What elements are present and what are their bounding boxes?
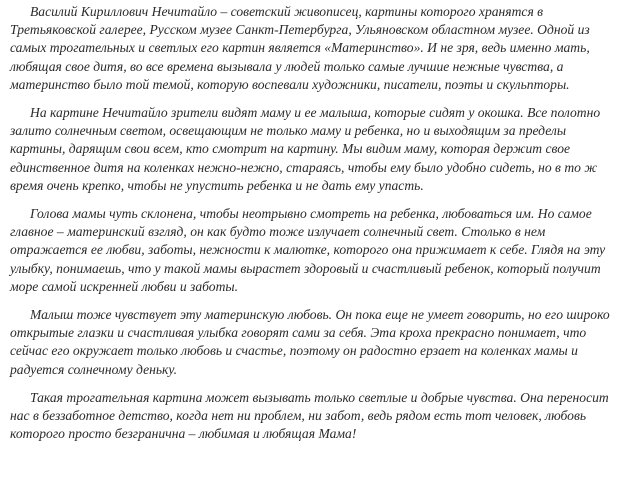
paragraph: Малыш тоже чувствует эту материнскую любовь. Он пока еще не умеет говорить, но его широко открытые глазки и счастливая улыбка говорят сами за себя. Эта кроха прекрасно понимает, что сейчас его окружает только любовь и счастье, поэтому он радостно ерзает на коленках мамы и радуется солнечному деньку. — [10, 307, 610, 377]
paragraph: На картине Нечитайло зрители видят маму и ее малыша, которые сидят у окошка. Все полотно залито солнечным светом, освещающим не только маму и ребенка, но и выходящим за пределы картины, дарящим свои всем, кто смотрит на картину. Мы видим маму, которая держит свое единственное дитя на коленках нежно-нежно, стараясь, чтобы ему было удобно сидеть, но в то ж время очень крепко, чтобы не упустить ребенка и не дать ему упасть. — [10, 105, 601, 193]
paragraph: Василий Кириллович Нечитайло – советский живописец, картины которого хранятся в Третьяковской галерее, Русском музее Санкт-Петербурга, Ульяновском областном музее. Одной из самых трогательных и светлых его картин является «Материнство». И не зря, ведь именно мать, любящая свое дитя, во все времена вызывала у людей только самые лучшие нежные чувства, а материнство было той темой, которую воспевали художники, писатели, поэты и скульпторы. — [10, 4, 590, 92]
paragraph: Такая трогательная картина может вызывать только светлые и добрые чувства. Она переносит нас в беззаботное детство, когда нет ни проблем, ни забот, ведь рядом есть тот человек, любовь которого просто безгранична – любимая и любящая Мама! — [10, 389, 609, 442]
paragraph: Голова мамы чуть склонена, чтобы неотрывно смотреть на ребенка, любоваться им. Но самое главное – материнский взгляд, он как будто тоже излучает солнечный свет. Столько в нем отражается ее любви, заботы, нежности к малютке, которого она прижимает к себе. Глядя на эту улыбку, понимаешь, что у такой мамы вырастет здоровый и счастливый ребенок, который получит море самой искренней любви и заботы. — [10, 206, 606, 294]
